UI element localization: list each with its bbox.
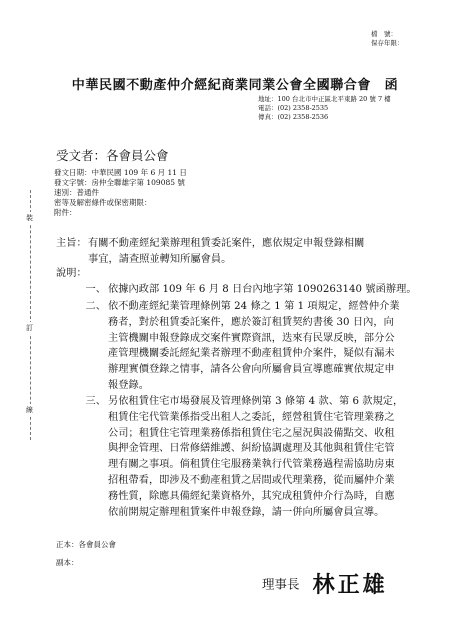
item-line: 依據內政部 109 年 6 月 8 日台內地字第 1090263140 號函辦理。 <box>108 284 417 295</box>
item-line: 招租帶看，即涉及不動產租賃之居間或代理業務，從而屬仲介業 <box>108 474 395 486</box>
phone-line: 電話：(02) 2358-2535 <box>258 104 329 112</box>
issue-date: 發文日期：中華民國 109 年 6 月 11 日 <box>54 168 187 177</box>
contact-block <box>258 95 448 122</box>
item-line: 依不動產經紀業管理條例第 24 條之 1 第 1 項規定，經營仲介業 <box>108 301 400 312</box>
item-line: 務者，對於租賃委託案件，應於簽訂租賃契約書後 30 日內，向 <box>108 316 394 328</box>
item-line: 報登錄。 <box>108 379 149 391</box>
file-number-label: 檔 號： <box>371 30 397 38</box>
item-text <box>108 299 452 394</box>
distribution-block <box>56 540 116 568</box>
binding-mark-top: 裝 <box>26 214 33 222</box>
binding-mark-bottom: 線 <box>26 406 33 414</box>
document-number: 發文字號：房仲全聯雄字第 109085 號 <box>54 178 185 187</box>
description-label: 說明： <box>56 268 87 279</box>
subject-line: 事宜，請查照並轉知所屬會員。 <box>88 253 232 265</box>
copy-recipients: 副本： <box>56 558 79 567</box>
primary-recipients: 正本：各會員公會 <box>56 540 116 549</box>
recipient-line: 受文者：各會員公會 <box>56 148 169 163</box>
security-level: 密等及解密條件或保密期限： <box>54 198 152 207</box>
item-text <box>108 282 452 298</box>
subject-line: 有關不動產經紀業辦理租賃委託案件，應依規定申報登錄相關 <box>88 238 365 249</box>
retention-label: 保存年限： <box>371 39 404 47</box>
signature-block <box>262 568 388 599</box>
subject-text <box>88 236 433 268</box>
item-line: 理有關之事項。倘租賃住宅服務業執行代管業務過程需協助房東 <box>108 459 395 471</box>
item-line: 另依租賃住宅市場發展及管理條例第 3 條第 4 款、第 6 款規定， <box>108 396 404 407</box>
signatory-title: 理事長 <box>262 576 300 592</box>
item-number: 二、 <box>85 301 106 312</box>
item-text <box>108 394 452 520</box>
address-line: 地址：100 台北市中正區北平東路 20 號 7 樓 <box>258 95 391 103</box>
binding-mark-middle: 訂 <box>26 324 33 332</box>
letter-title: 中華民國不動產仲介經紀商業同業公會全國聯合會 函 <box>71 78 399 93</box>
fax-line: 傳真：(02) 2358-2536 <box>258 113 329 121</box>
item-number: 三、 <box>85 396 106 407</box>
item-line: 務性質，除應具備經紀業資格外，其究成租賃仲介行為時，自應 <box>108 490 395 502</box>
document-meta <box>54 168 354 218</box>
binding-line <box>30 190 31 440</box>
file-labels <box>371 30 431 48</box>
delivery-speed: 速別：普通件 <box>54 188 99 197</box>
item-line: 依前開規定辦理租賃案件申報登錄，請一併向所屬會員宣導。 <box>108 506 385 518</box>
item-number: 一、 <box>85 284 106 295</box>
attachment-line: 附件： <box>54 208 77 217</box>
item-line: 辦理實價登錄之情事，請各公會向所屬會員宣導應確實依規定申 <box>108 364 395 376</box>
item-line: 公司；租賃住宅管理業務係指租賃住宅之屋況與設備點交、收租 <box>108 427 395 439</box>
subject-label: 主旨： <box>56 238 87 249</box>
item-line: 主管機關申報登錄成交案件實際資訊，迭來有民眾反映，部分公 <box>108 332 395 344</box>
item-line: 產管理機關委託經紀業者辦理不動產租賃仲介案件，疑似有漏未 <box>108 348 395 360</box>
item-line: 租賃住宅代管業係指受出租人之委託，經營租賃住宅管理業務之 <box>108 411 395 423</box>
signatory-name: 林正雄 <box>312 573 388 598</box>
item-line: 與押金管理、日常修繕維護、糾紛協調處理及其他與租賃住宅管 <box>108 443 395 455</box>
